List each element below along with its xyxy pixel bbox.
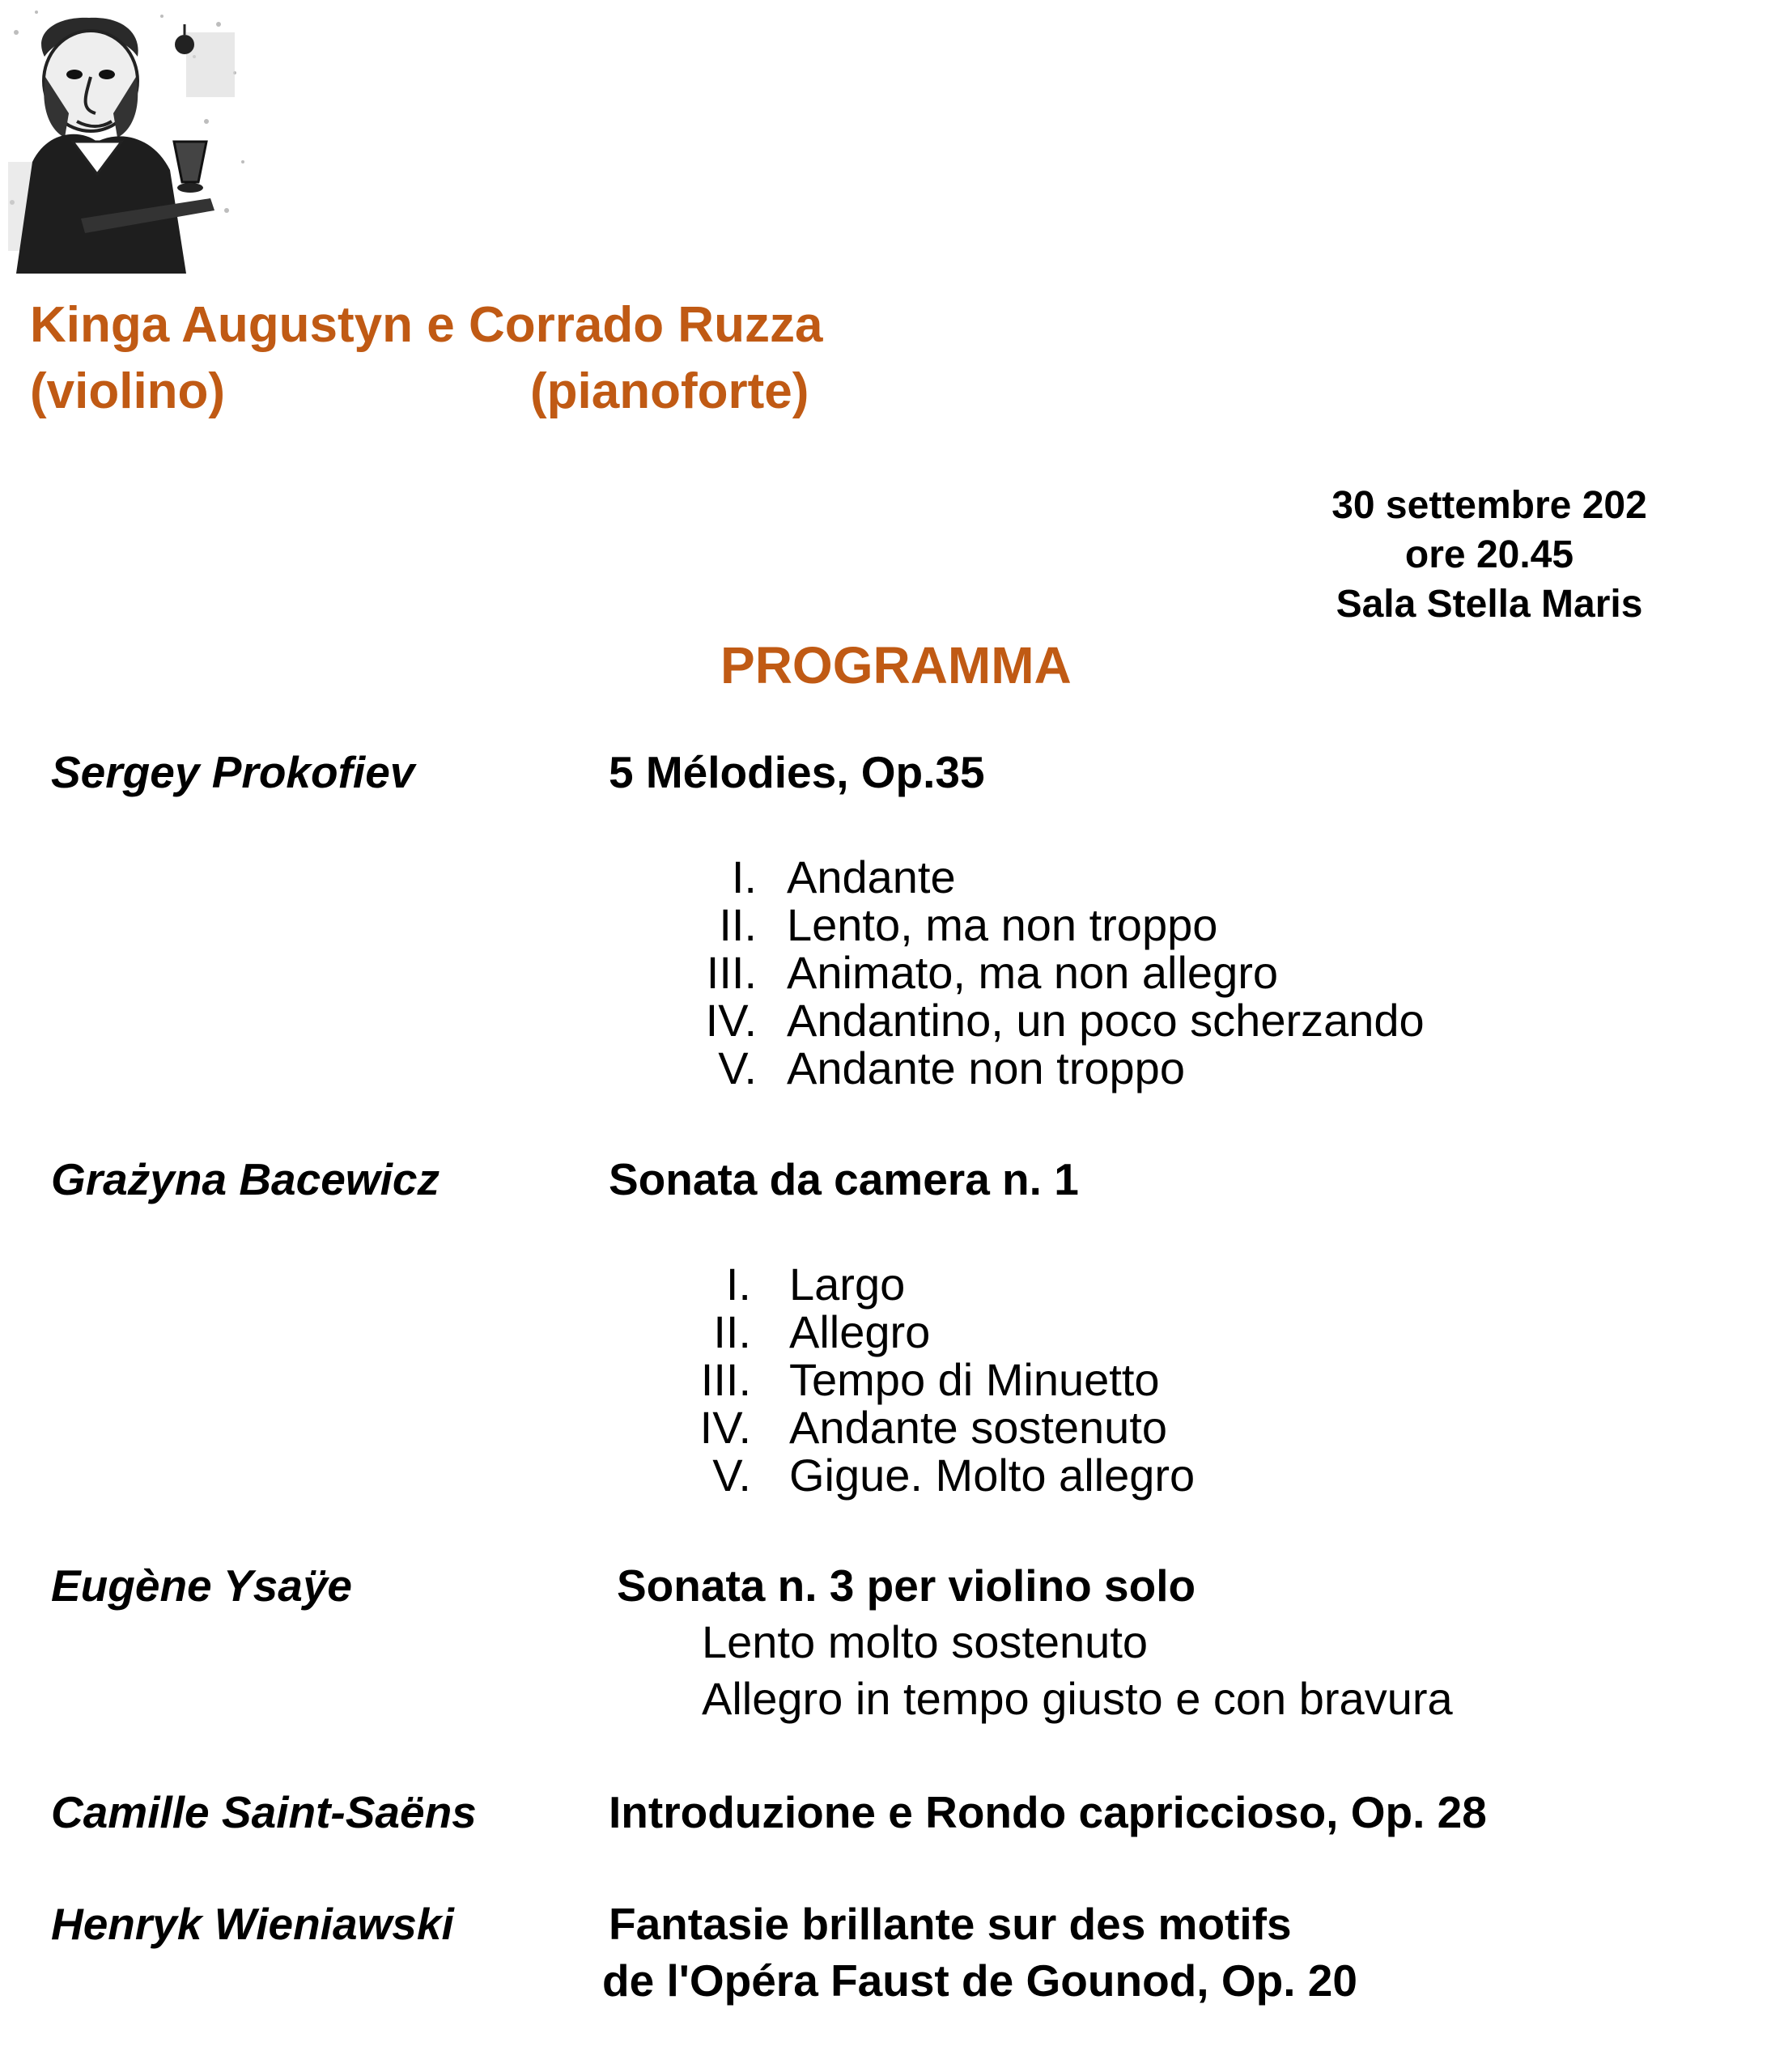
composer-name: Sergey Prokofiev (51, 747, 415, 797)
movement-title: Andante (787, 851, 956, 902)
movement-number: I. (725, 1259, 751, 1310)
movement-number: V. (718, 1042, 757, 1093)
section-title: Lento molto sostenuto (702, 1616, 1149, 1667)
movement-title: Animato, ma non allegro (787, 947, 1279, 998)
movement-number: III. (706, 947, 757, 998)
movement-title: Andante non troppo (787, 1042, 1185, 1093)
movement-title: Allegro (789, 1306, 931, 1357)
composer-name: Eugène Ysaÿe (51, 1560, 352, 1611)
program-title: PROGRAMMA (720, 636, 1072, 694)
movement-number: III. (700, 1354, 751, 1405)
movement-title: Andantino, un poco scherzando (787, 995, 1425, 1046)
violin-role: (violino) (30, 363, 226, 419)
movement-title: Tempo di Minuetto (789, 1354, 1160, 1405)
movement-number: V. (712, 1450, 751, 1501)
work-title: Introduzione e Rondo capriccioso, Op. 28 (609, 1787, 1487, 1837)
work-title: Sonata n. 3 per violino solo (617, 1560, 1196, 1611)
movement-number: II. (713, 1306, 751, 1357)
composer-caricature-image (0, 0, 251, 274)
composer-name: Grażyna Bacewicz (51, 1154, 440, 1204)
work-title: 5 Mélodies, Op.35 (609, 747, 985, 797)
performers-names: Kinga Augustyn e Corrado Ruzza (30, 297, 823, 353)
event-date: 30 settembre 202 (1331, 484, 1647, 527)
composer-name: Henryk Wieniawski (51, 1899, 454, 1949)
movement-number: IV. (699, 1402, 751, 1453)
composer-name: Camille Saint-Saëns (51, 1787, 477, 1837)
movement-number: I. (731, 851, 757, 902)
work-title-line2: de l'Opéra Faust de Gounod, Op. 20 (602, 1955, 1357, 2006)
section-title: Allegro in tempo giusto e con bravura (702, 1673, 1453, 1724)
movement-title: Largo (789, 1259, 906, 1310)
movement-title: Lento, ma non troppo (787, 899, 1218, 950)
movement-number: II. (719, 899, 757, 950)
event-time: ore 20.45 (1404, 533, 1574, 576)
work-title: Sonata da camera n. 1 (609, 1154, 1079, 1204)
movement-number: IV. (705, 995, 757, 1046)
work-title-line1: Fantasie brillante sur des motifs (609, 1899, 1292, 1949)
event-venue: Sala Stella Maris (1336, 583, 1643, 626)
movement-title: Gigue. Molto allegro (789, 1450, 1196, 1501)
piano-role: (pianoforte) (530, 363, 809, 419)
movement-title: Andante sostenuto (789, 1402, 1168, 1453)
